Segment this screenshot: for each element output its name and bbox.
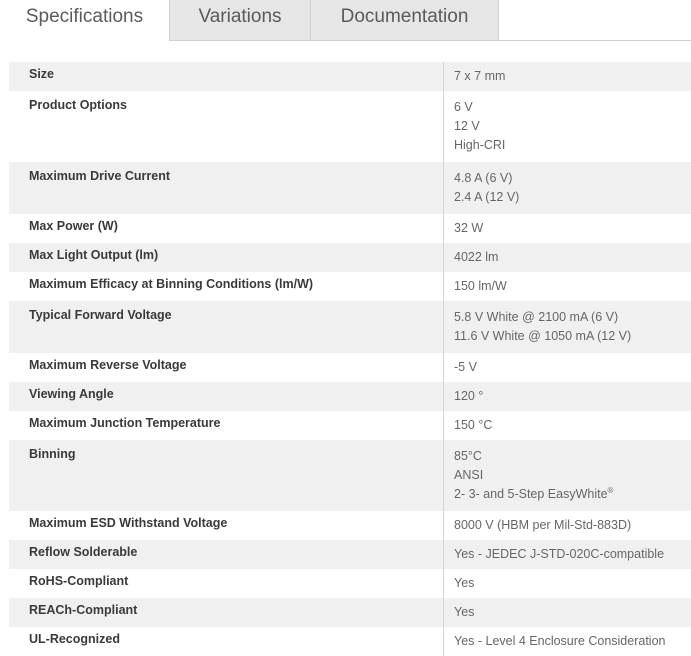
registered-trademark: ® [607,485,614,495]
spec-label: Typical Forward Voltage [29,308,172,322]
spec-value: 4.8 A (6 V) 2.4 A (12 V) [443,162,691,214]
spec-value: 5.8 V White @ 2100 mA (6 V) 11.6 V White @ 1050 mA (12 V) [443,301,691,353]
table-row [9,627,691,656]
table-row [9,214,691,243]
spec-value: Yes - JEDEC J-STD-020C-compatible [443,540,691,569]
table-row [9,598,691,627]
spec-value: -5 V [443,353,691,382]
spec-label: Size [29,67,55,81]
spec-label: Max Light Output (lm) [29,248,159,262]
table-row [9,243,691,272]
tab-variations[interactable]: Variations [170,0,311,40]
table-row [9,301,691,353]
spec-label: Max Power (W) [29,219,118,233]
spec-label: RoHS-Compliant [29,574,129,588]
specifications-table [9,62,691,656]
tab-bar [0,0,691,41]
spec-value: 6 V 12 V High-CRI [443,91,691,162]
spec-value: 150 lm/W [443,272,691,301]
spec-label: Reflow Solderable [29,545,138,559]
spec-value: 8000 V (HBM per Mil-Std-883D) [443,511,691,540]
spec-value: 150 °C [443,411,691,440]
spec-label: Maximum ESD Withstand Voltage [29,516,228,530]
spec-label: Viewing Angle [29,387,114,401]
table-row [9,569,691,598]
tab-documentation[interactable]: Documentation [311,0,499,40]
table-row [9,162,691,214]
spec-label: Maximum Drive Current [29,169,171,183]
table-row [9,540,691,569]
table-row [9,272,691,301]
spec-label: Maximum Reverse Voltage [29,358,187,372]
table-row [9,382,691,411]
spec-value: 32 W [443,214,691,243]
spec-value: Yes [443,598,691,627]
table-row [9,62,691,91]
spec-label: REACh-Compliant [29,603,138,617]
spec-label: Binning [29,447,76,461]
spec-value: 85°C ANSI 2- 3- and 5-Step EasyWhite® [443,440,691,511]
table-row [9,411,691,440]
spec-value: Yes - Level 4 Enclosure Consideration [443,627,691,656]
spec-label: Maximum Junction Temperature [29,416,221,430]
spec-value: 7 x 7 mm [443,62,691,91]
table-row [9,91,691,162]
spec-label: Maximum Efficacy at Binning Conditions (lm/W) [29,277,314,291]
spec-value: Yes [443,569,691,598]
tab-specifications[interactable]: Specifications [0,0,170,41]
spec-value: 4022 lm [443,243,691,272]
table-row [9,440,691,511]
spec-label: UL-Recognized [29,632,120,646]
spec-label: Product Options [29,98,127,112]
table-row [9,511,691,540]
table-row [9,353,691,382]
spec-value: 120 ° [443,382,691,411]
